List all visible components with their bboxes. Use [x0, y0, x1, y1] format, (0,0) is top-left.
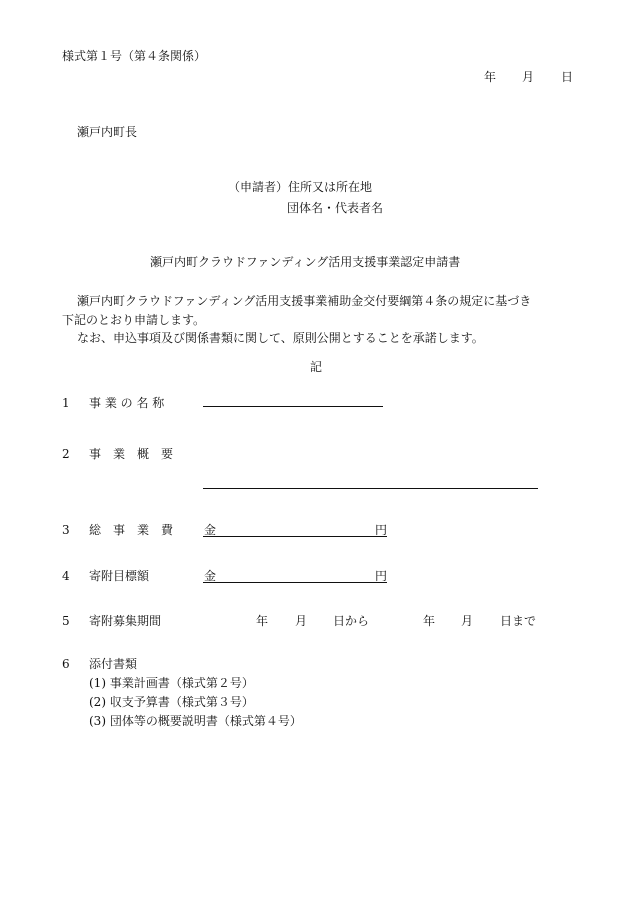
body-line-3: なお、申込事項及び関係書類に関して、原則公開とすることを承諾します。 [77, 331, 484, 345]
item-1-blank-line [203, 406, 383, 407]
item-3-label: 総 事 業 費 [89, 523, 174, 537]
item-1-number: 1 [62, 396, 70, 410]
item-3-kin: 金 [204, 523, 217, 537]
ki-heading: 記 [310, 360, 323, 374]
attachment-doc-2: (2) 収支予算書（様式第３号） [89, 695, 254, 709]
date-year: 年 [484, 70, 497, 84]
form-number: 様式第１号（第４条関係） [62, 49, 207, 63]
item-3-amount-underline [203, 536, 387, 537]
date-day: 日 [561, 70, 574, 84]
item-2-number: 2 [62, 447, 70, 461]
attachment-doc-1: (1) 事業計画書（様式第２号） [89, 676, 254, 690]
item-4-number: 4 [62, 569, 70, 583]
item-5-end-month: 月 [461, 614, 474, 628]
item-5-end-suffix: 日まで [500, 614, 537, 628]
item-3-yen: 円 [375, 523, 388, 537]
item-2-blank-line [203, 488, 538, 489]
item-5-end-year: 年 [423, 614, 436, 628]
item-5-start-suffix: 日から [333, 614, 370, 628]
item-4-yen: 円 [375, 569, 388, 583]
addressee: 瀬戸内町長 [77, 125, 138, 139]
item-6-label: 添付書類 [89, 657, 138, 671]
item-3-number: 3 [62, 523, 70, 537]
date-month: 月 [522, 70, 535, 84]
item-5-start-year: 年 [256, 614, 269, 628]
item-4-label: 寄附目標額 [89, 569, 150, 583]
item-5-label: 寄附募集期間 [89, 614, 162, 628]
item-1-label: 事 業 の 名 称 [89, 396, 165, 410]
body-line-2: 下記のとおり申請します。 [62, 313, 206, 327]
document-title: 瀬戸内町クラウドファンディング活用支援事業認定申請書 [150, 255, 461, 269]
item-4-amount-underline [203, 582, 387, 583]
item-6-number: 6 [62, 657, 70, 671]
item-5-start-month: 月 [295, 614, 308, 628]
item-2-label: 事 業 概 要 [89, 447, 174, 461]
applicant-org-rep: 団体名・代表者名 [287, 201, 384, 215]
item-4-kin: 金 [204, 569, 217, 583]
body-line-1: 瀬戸内町クラウドファンディング活用支援事業補助金交付要綱第４条の規定に基づき [77, 294, 532, 308]
attachment-doc-3: (3) 団体等の概要説明書（様式第４号） [89, 714, 302, 728]
item-5-number: 5 [62, 614, 70, 628]
applicant-label: （申請者）住所又は所在地 [228, 180, 373, 194]
